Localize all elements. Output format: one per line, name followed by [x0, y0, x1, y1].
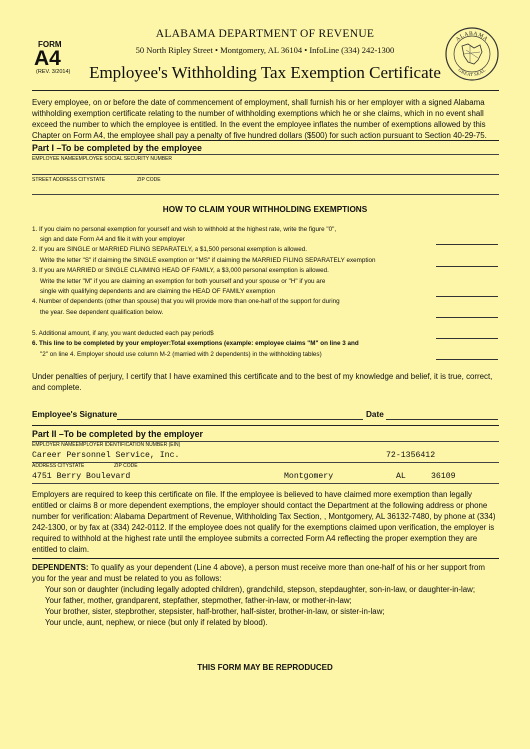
line4-entry-blank[interactable]: [436, 317, 498, 318]
dependent-line-1: Your son or daughter (including legally adopted children), grandchild, stepson, stepdaughter, son-in-law, or daughter-in-law;: [45, 585, 476, 594]
employer-address-line: [32, 483, 499, 484]
form-code: A4: [34, 47, 61, 70]
employee-zip-label: ZIP CODE: [137, 177, 161, 183]
dependents-section: [32, 562, 499, 628]
employer-city-value[interactable]: Montgomery: [284, 472, 334, 481]
part2-heading: Part II –To be completed by the employer: [32, 429, 203, 439]
howto-item-1-cont: sign and date Form A4 and file it with your employer: [40, 236, 185, 243]
employer-state-value[interactable]: AL: [396, 472, 406, 481]
part1-heading-rule: [32, 154, 499, 155]
svg-text:GREAT SEAL: [457, 67, 486, 77]
howto-item-6: 6. This line to be completed by your employer:Total exemptions (example: employee claims "M" on line 3 and: [32, 340, 359, 347]
dependents-intro: [32, 562, 499, 584]
howto-item-4-cont: the year. See dependent qualification below.: [40, 309, 164, 316]
dependent-line-4: Your uncle, aunt, nephew, or niece (but only if related by blood).: [45, 618, 268, 627]
howto-item-5: 5. Additional amount, if any, you want deducted each pay period$: [32, 330, 214, 337]
employer-name-value[interactable]: Career Personnel Service, Inc.: [32, 451, 180, 460]
howto-item-1: 1. If you claim no personal exemption for yourself and wish to withhold at the highest rate, write the figure "0",: [32, 226, 337, 233]
form-revision: (REV. 3/2014): [36, 69, 71, 75]
howto-item-3: 3. If you are MARRIED or SINGLE CLAIMING HEAD OF FAMILY, a $3,000 personal exemption is allowed.: [32, 267, 329, 274]
employee-signature-label: Employee's Signature: [32, 410, 118, 419]
part1-top-rule: [32, 140, 499, 141]
department-address: 50 North Ripley Street • Montgomery, AL 36104 • InfoLine (334) 242-1300: [135, 45, 395, 55]
dependents-top-rule: [32, 558, 499, 559]
employer-ein-value[interactable]: 72-1356412: [386, 451, 436, 460]
department-name: ALABAMA DEPARTMENT OF REVENUE: [155, 28, 375, 40]
howto-item-2: 2. If you are SINGLE or MARRIED FILING SEPARATELY, a $1,500 personal exemption is allowed.: [32, 246, 307, 253]
intro-paragraph: Every employee, on or before the date of commencement of employment, shall furnish his or her employer with a signed Alabama withholding exemption certificate relating to the number of withholding exemptions which he or she claims, which in no event shall exceed the number to which the employee is entitled. In the event the employee inflates the number of exemptions allowed by this Chapter on Form A4, the employee shall pay a penalty of five hundred dollars ($500) for such action pursuant to Section 40-29-75.: [32, 98, 487, 140]
part1-heading: Part I –To be completed by the employee: [32, 143, 202, 153]
howto-item-2-cont: Write the letter "S" if claiming the SINGLE exemption or "MS" if claiming the MARRIED FILING SEPARATELY exemption: [40, 257, 376, 264]
dependent-line-2: Your father, mother, grandparent, stepfather, stepmother, father-in-law, or mother-in-law;: [45, 596, 352, 605]
employer-name-ein-label: EMPLOYER NAMEEMPLOYER IDENTIFICATION NUMBER (EIN): [32, 442, 181, 448]
employer-address-label: ADDRESS CITYSTATE: [32, 463, 85, 469]
seal-bottom-text: GREAT SEAL: [457, 67, 487, 78]
svg-text:ALABAMA: [455, 31, 489, 43]
employee-name-line[interactable]: [32, 174, 499, 175]
header-divider: [32, 90, 499, 91]
line5-entry-blank[interactable]: [436, 338, 498, 339]
date-label: Date: [366, 410, 384, 419]
line6-entry-blank[interactable]: [436, 359, 498, 360]
employee-name-ssn-label: EMPLOYEE NAMEEMPLOYEE SOCIAL SECURITY NUMBER: [32, 156, 173, 162]
employer-street-value[interactable]: 4751 Berry Boulevard: [32, 472, 131, 481]
part2-top-rule: [32, 425, 499, 426]
seal-top-text: ALABAMA: [455, 30, 489, 43]
dependent-line-3: Your brother, sister, stepbrother, stepsister, half-brother, half-sister, brother-in-law, or sister-in-law;: [45, 607, 385, 616]
dependents-label: DEPENDENTS:: [32, 563, 89, 572]
employee-street-label: STREET ADDRESS CITYSTATE: [32, 177, 106, 183]
alabama-seal-icon: [444, 26, 500, 82]
employee-address-line[interactable]: [32, 194, 499, 195]
employer-zip-value[interactable]: 36109: [431, 472, 456, 481]
form-label: FORM: [38, 40, 62, 49]
howto-item-3-cont2: single with qualifying dependents and are claiming the HEAD OF FAMILY exemption: [40, 288, 275, 295]
line3-entry-blank[interactable]: [436, 296, 498, 297]
employee-signature-line[interactable]: [117, 419, 363, 420]
howto-item-4: 4. Number of dependents (other than spouse) that you will provide more than one-half of the support for during: [32, 298, 340, 305]
employer-zip-label: ZIP CODE: [114, 463, 138, 469]
form-title: Employee's Withholding Tax Exemption Certificate: [89, 63, 441, 82]
dependents-text: To qualify as your dependent (Line 4 above), a person must receive more than one-half of his or her support from you for the year and must be related to you as follows:: [32, 563, 485, 583]
employer-instructions: Employers are required to keep this certificate on file. If the employee is believed to have claimed more exemption than legally entitled or claims 8 or more dependent exemptions, the employer should contact the Department at the following address or phone number for verification: Alabama Department of Revenue, Withholding Tax Section, , Montgomery, AL 36132-7480, by phone at (334) 242-1300, or by fax at (334) 242-0112. If the employee does not qualify for the exemptions claimed upon verification, the employer is required to withhold at the highest rate until the employee submits a corrected Form A4 reflecting the proper exemption they are entitled to claim.: [32, 490, 496, 554]
reproduce-notice: THIS FORM MAY BE REPRODUCED: [197, 663, 333, 672]
employer-name-line: [32, 462, 499, 463]
line2-entry-blank[interactable]: [436, 266, 498, 267]
howto-item-6-cont: "2" on line 4. Employer should use column M-2 (married with 2 dependents) in the withholding tables): [40, 351, 322, 358]
howto-item-3-cont: Write the letter "M" if you are claiming an exemption for both yourself and your spouse or "H" if you are: [40, 278, 326, 285]
perjury-statement: Under penalties of perjury, I certify that I have examined this certificate and to the best of my knowledge and belief, it is true, correct, and complete.: [32, 372, 493, 392]
line1-entry-blank[interactable]: [436, 244, 498, 245]
howto-heading: HOW TO CLAIM YOUR WITHHOLDING EXEMPTIONS: [162, 205, 368, 214]
date-line[interactable]: [386, 419, 498, 420]
